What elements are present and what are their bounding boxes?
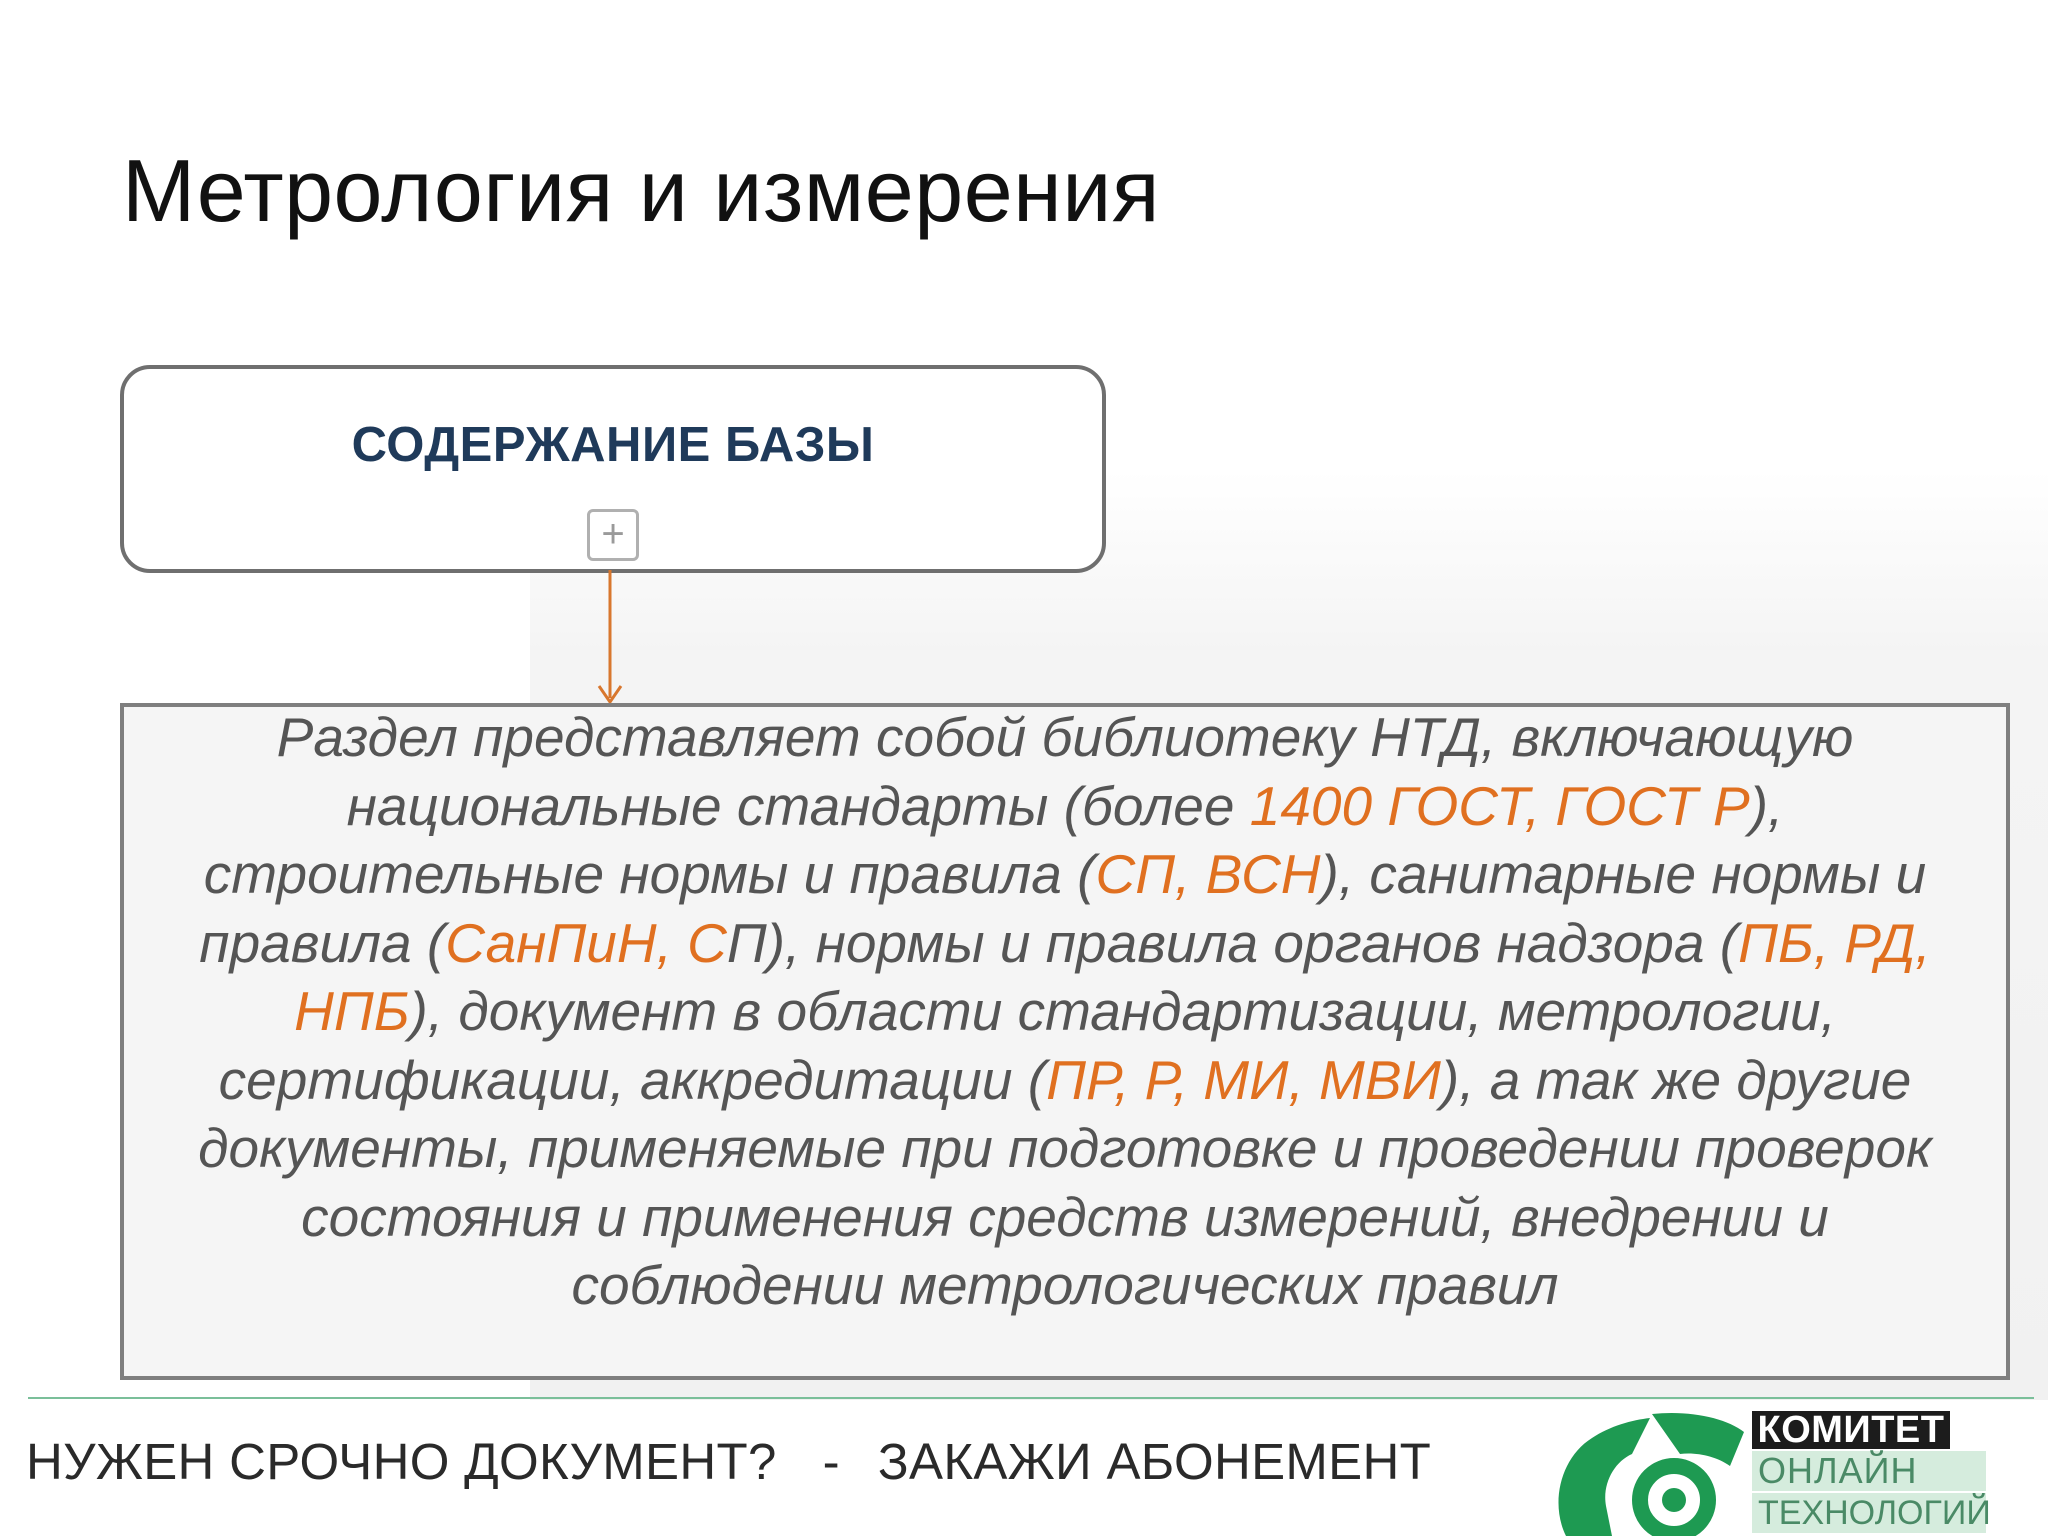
highlighted-doc-codes: 1400 ГОСТ, ГОСТ Р — [1249, 774, 1750, 837]
description-box — [120, 703, 2010, 1380]
description-text — [142, 703, 1988, 1320]
description-segment: ), документ в области стандартизации, метрологии, сертификации, аккредитации ( — [218, 980, 1836, 1111]
description-segment: ), санитарные нормы и правила ( — [199, 843, 1927, 974]
description-segment: ), а так же другие документы, применяемые при подготовке и проведении проверок состояния и применения средств измерений, внедрении и соблюдении метрологических правил — [198, 1048, 1932, 1316]
expand-button[interactable]: + — [587, 509, 639, 561]
logo-text-line2: ОНЛАЙН — [1752, 1451, 1986, 1491]
footer-call-to-action[interactable] — [26, 1432, 1431, 1491]
connector-arrow-icon — [596, 570, 624, 706]
page-title: Метрология и измерения — [122, 141, 1161, 240]
database-content-box — [120, 365, 1106, 573]
footer-cta-dash: - — [822, 1433, 840, 1490]
footer-cta-right: ЗАКАЖИ АБОНЕМЕНТ — [877, 1433, 1432, 1490]
logo-text-line3: ТЕХНОЛОГИЙ — [1752, 1493, 1986, 1533]
highlighted-doc-codes: ПР, Р, МИ, МВИ — [1046, 1048, 1441, 1111]
description-segment: ), строительные нормы и правила ( — [203, 774, 1784, 905]
logo-text-line1: КОМИТЕТ — [1752, 1411, 1950, 1449]
description-segment: П), нормы и правила органов надзора ( — [726, 911, 1739, 974]
database-content-title: СОДЕРЖАНИЕ БАЗЫ — [351, 418, 875, 472]
highlighted-doc-codes: СанПиН, С — [445, 911, 727, 974]
footer-cta-left: НУЖЕН СРОЧНО ДОКУМЕНТ? — [26, 1433, 777, 1490]
description-segment: Раздел представляет собой библиотеку НТД, включающую национальные стандарты (более — [276, 706, 1854, 837]
highlighted-doc-codes: ПБ, РД, НПБ — [294, 911, 1931, 1042]
footer-divider — [28, 1397, 2034, 1399]
company-logo-icon — [1540, 1400, 1750, 1536]
highlighted-doc-codes: СП, ВСН — [1095, 843, 1321, 905]
